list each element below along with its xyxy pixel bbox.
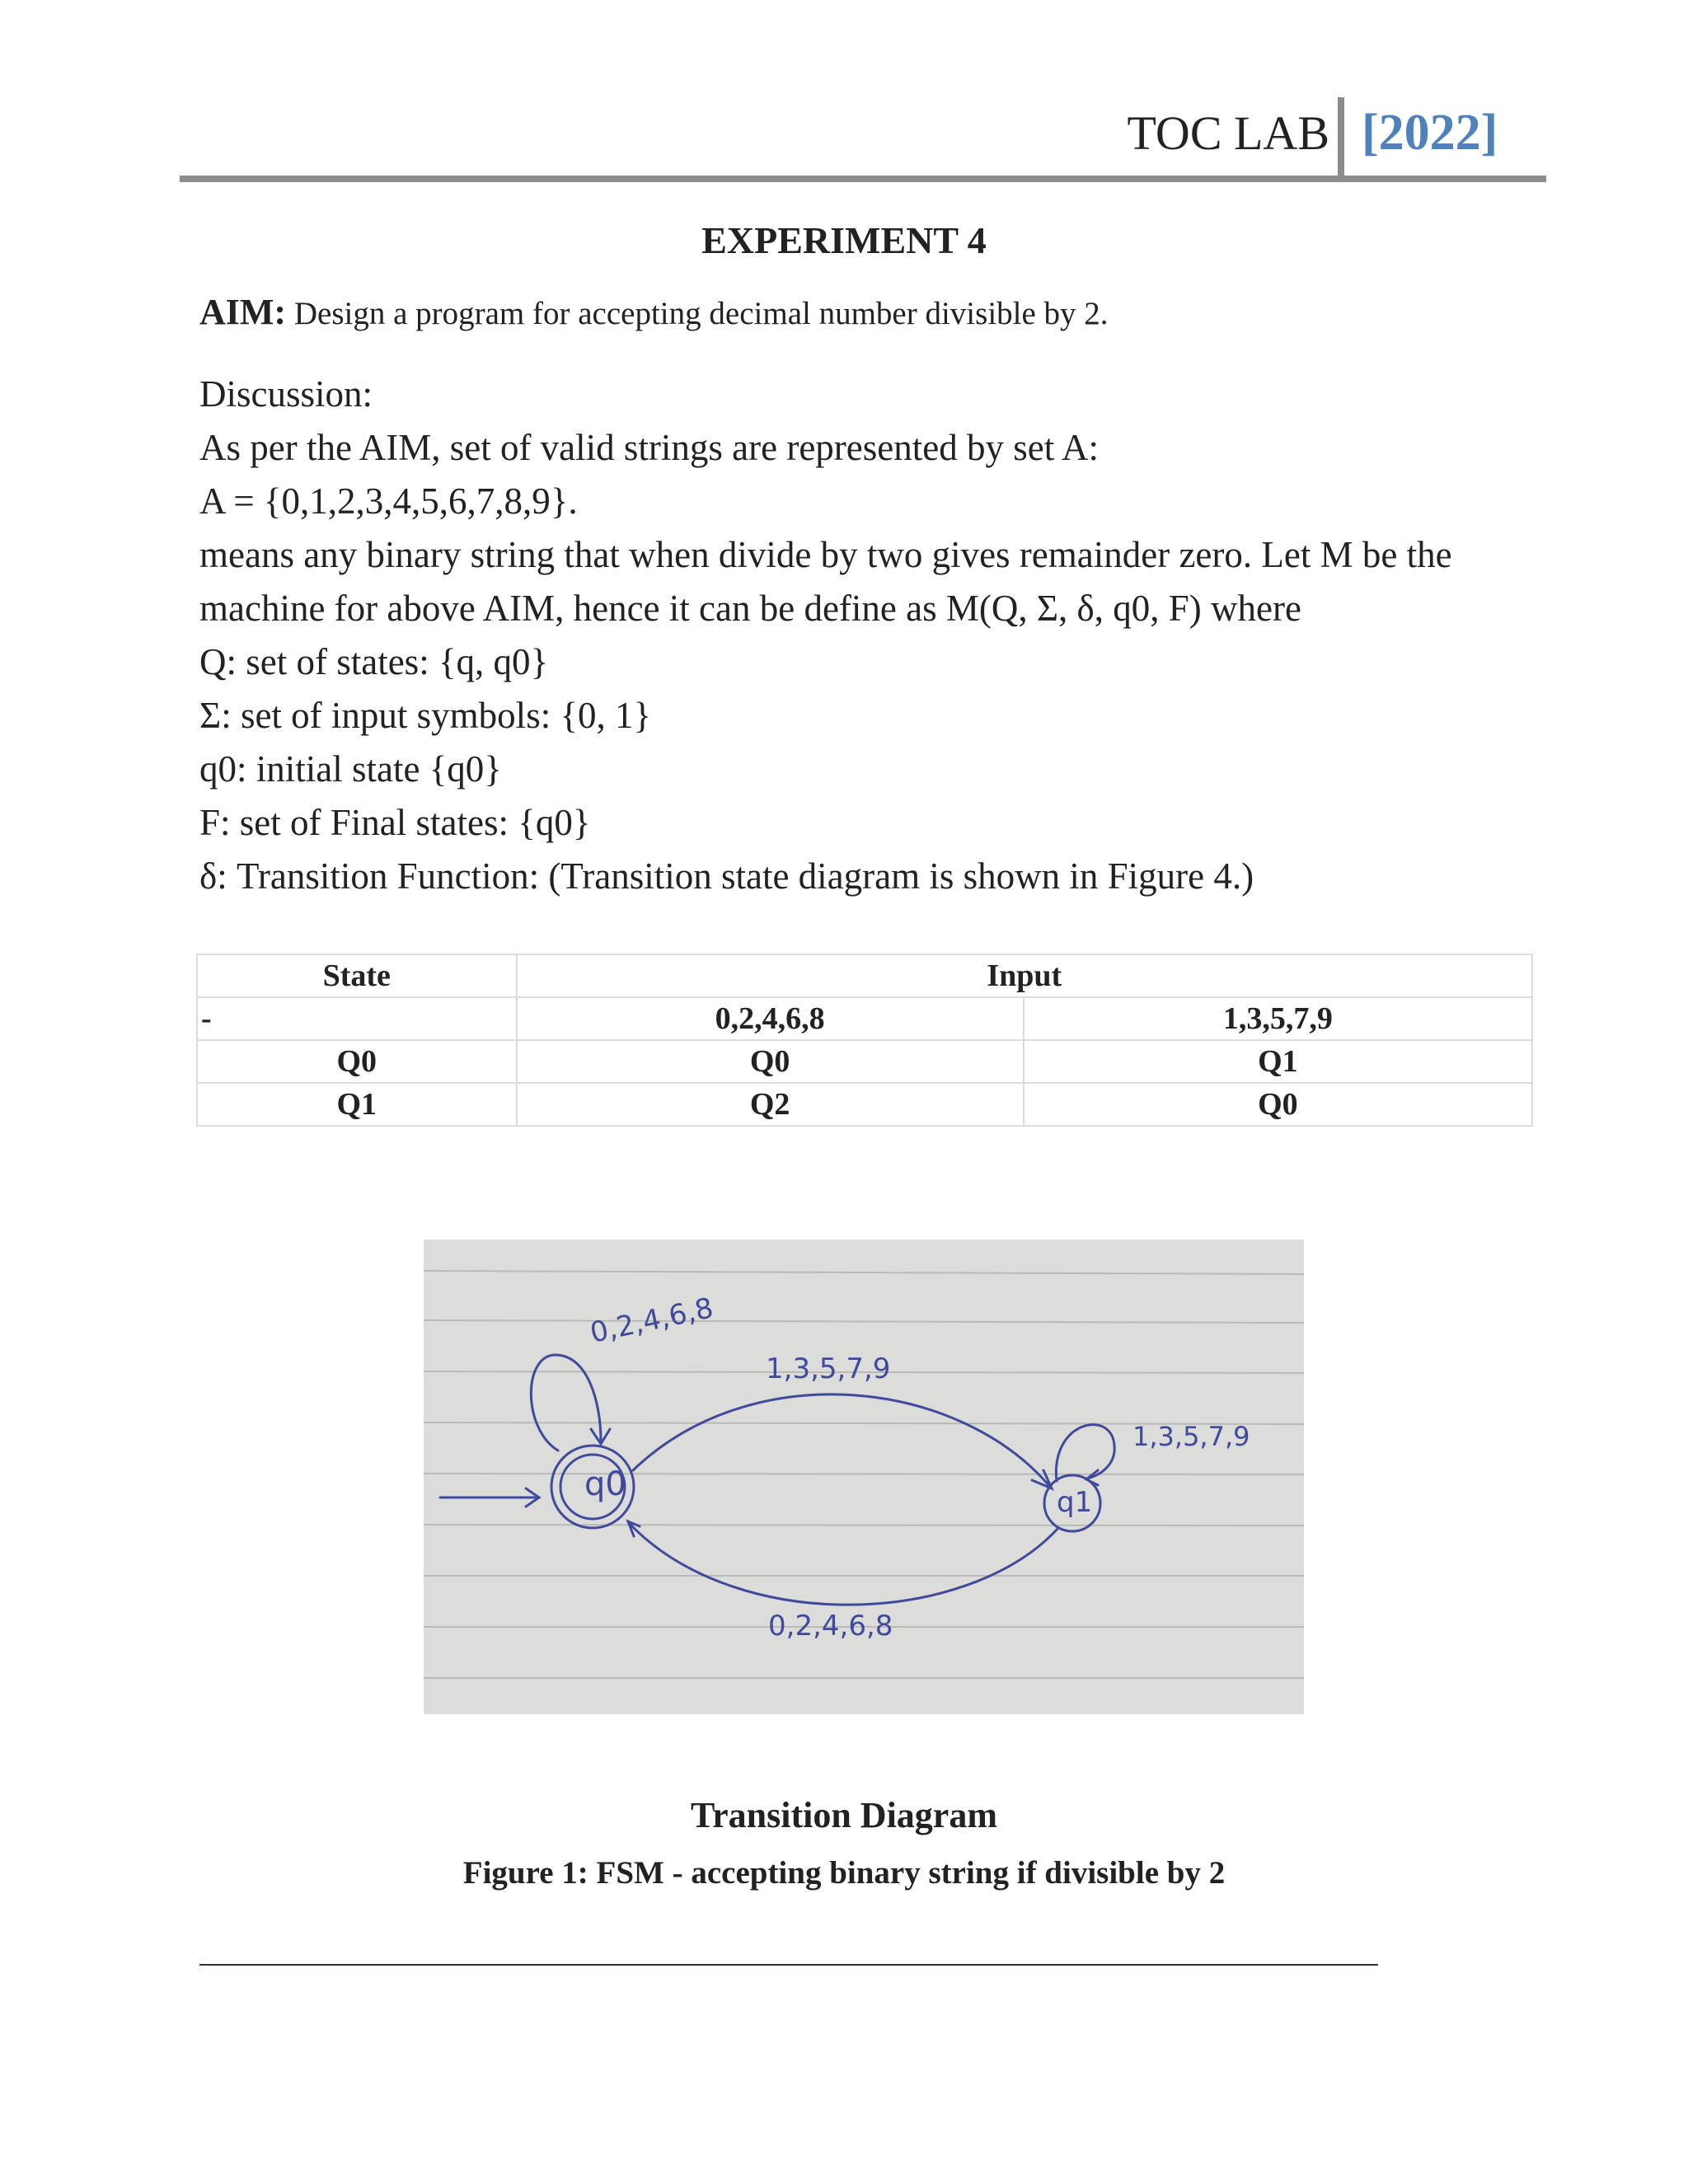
self-loop-q0-label: 0,2,4,6,8 — [587, 1291, 716, 1350]
edge-q0-q1-label: 1,3,5,7,9 — [766, 1352, 891, 1385]
discussion-line: q0: initial state {q0} — [199, 748, 502, 790]
self-loop-q1-label: 1,3,5,7,9 — [1132, 1421, 1250, 1452]
discussion-line: Q: set of states: {q, q0} — [199, 641, 549, 682]
table-cell: - — [197, 997, 517, 1040]
discussion-line: δ: Transition Function: (Transition state diagram is shown in Figure 4.) — [199, 855, 1254, 897]
table-cell: 1,3,5,7,9 — [1024, 997, 1532, 1040]
discussion-line: Discussion: — [199, 373, 373, 415]
figure-caption: Figure 1: FSM - accepting binary string if divisible by 2 — [462, 1855, 1226, 1891]
state-q1-label: q1 — [1057, 1486, 1093, 1519]
discussion-line: As per the AIM, set of valid strings are represented by set A: — [199, 427, 1099, 468]
table-cell: Q1 — [197, 1083, 517, 1126]
table-cell: Q0 — [197, 1040, 517, 1083]
table-header-row — [197, 954, 1532, 997]
input-header: Input — [517, 954, 1532, 997]
aim-line — [199, 291, 1109, 333]
table-cell: Q1 — [1024, 1040, 1532, 1083]
discussion-line: means any binary string that when divide by two gives remainder zero. Let M be the — [199, 534, 1452, 575]
header-title: TOC LAB — [1127, 106, 1329, 160]
table-cell: Q0 — [1024, 1083, 1532, 1126]
bottom-rule — [199, 1964, 1378, 1966]
discussion-line: F: set of Final states: {q0} — [199, 802, 591, 843]
table-row — [197, 1040, 1532, 1083]
transition-table — [196, 954, 1533, 1127]
header-separator — [1338, 97, 1344, 180]
table-cell: Q2 — [517, 1083, 1024, 1126]
discussion-block — [199, 368, 1551, 903]
table-row — [197, 997, 1532, 1040]
table-cell: Q0 — [517, 1040, 1024, 1083]
aim-text: Design a program for accepting decimal number divisible by 2. — [293, 296, 1109, 331]
discussion-line: A = {0,1,2,3,4,5,6,7,8,9}. — [199, 480, 578, 522]
header-rule — [180, 176, 1546, 182]
edge-q1-q0-label: 0,2,4,6,8 — [768, 1610, 893, 1643]
discussion-line: machine for above AIM, hence it can be define as M(Q, Σ, δ, q0, F) where — [199, 588, 1301, 629]
table-row — [197, 1083, 1532, 1126]
figure-title: Transition Diagram — [691, 1795, 997, 1835]
discussion-line: Σ: set of input symbols: {0, 1} — [199, 695, 652, 736]
experiment-heading: EXPERIMENT 4 — [701, 219, 987, 261]
table-cell: 0,2,4,6,8 — [517, 997, 1024, 1040]
state-header: State — [197, 954, 517, 997]
aim-label: AIM: — [199, 292, 287, 332]
transition-diagram — [424, 1240, 1304, 1714]
state-q0-label: q0 — [584, 1465, 626, 1503]
header-year: [2022] — [1362, 105, 1498, 161]
